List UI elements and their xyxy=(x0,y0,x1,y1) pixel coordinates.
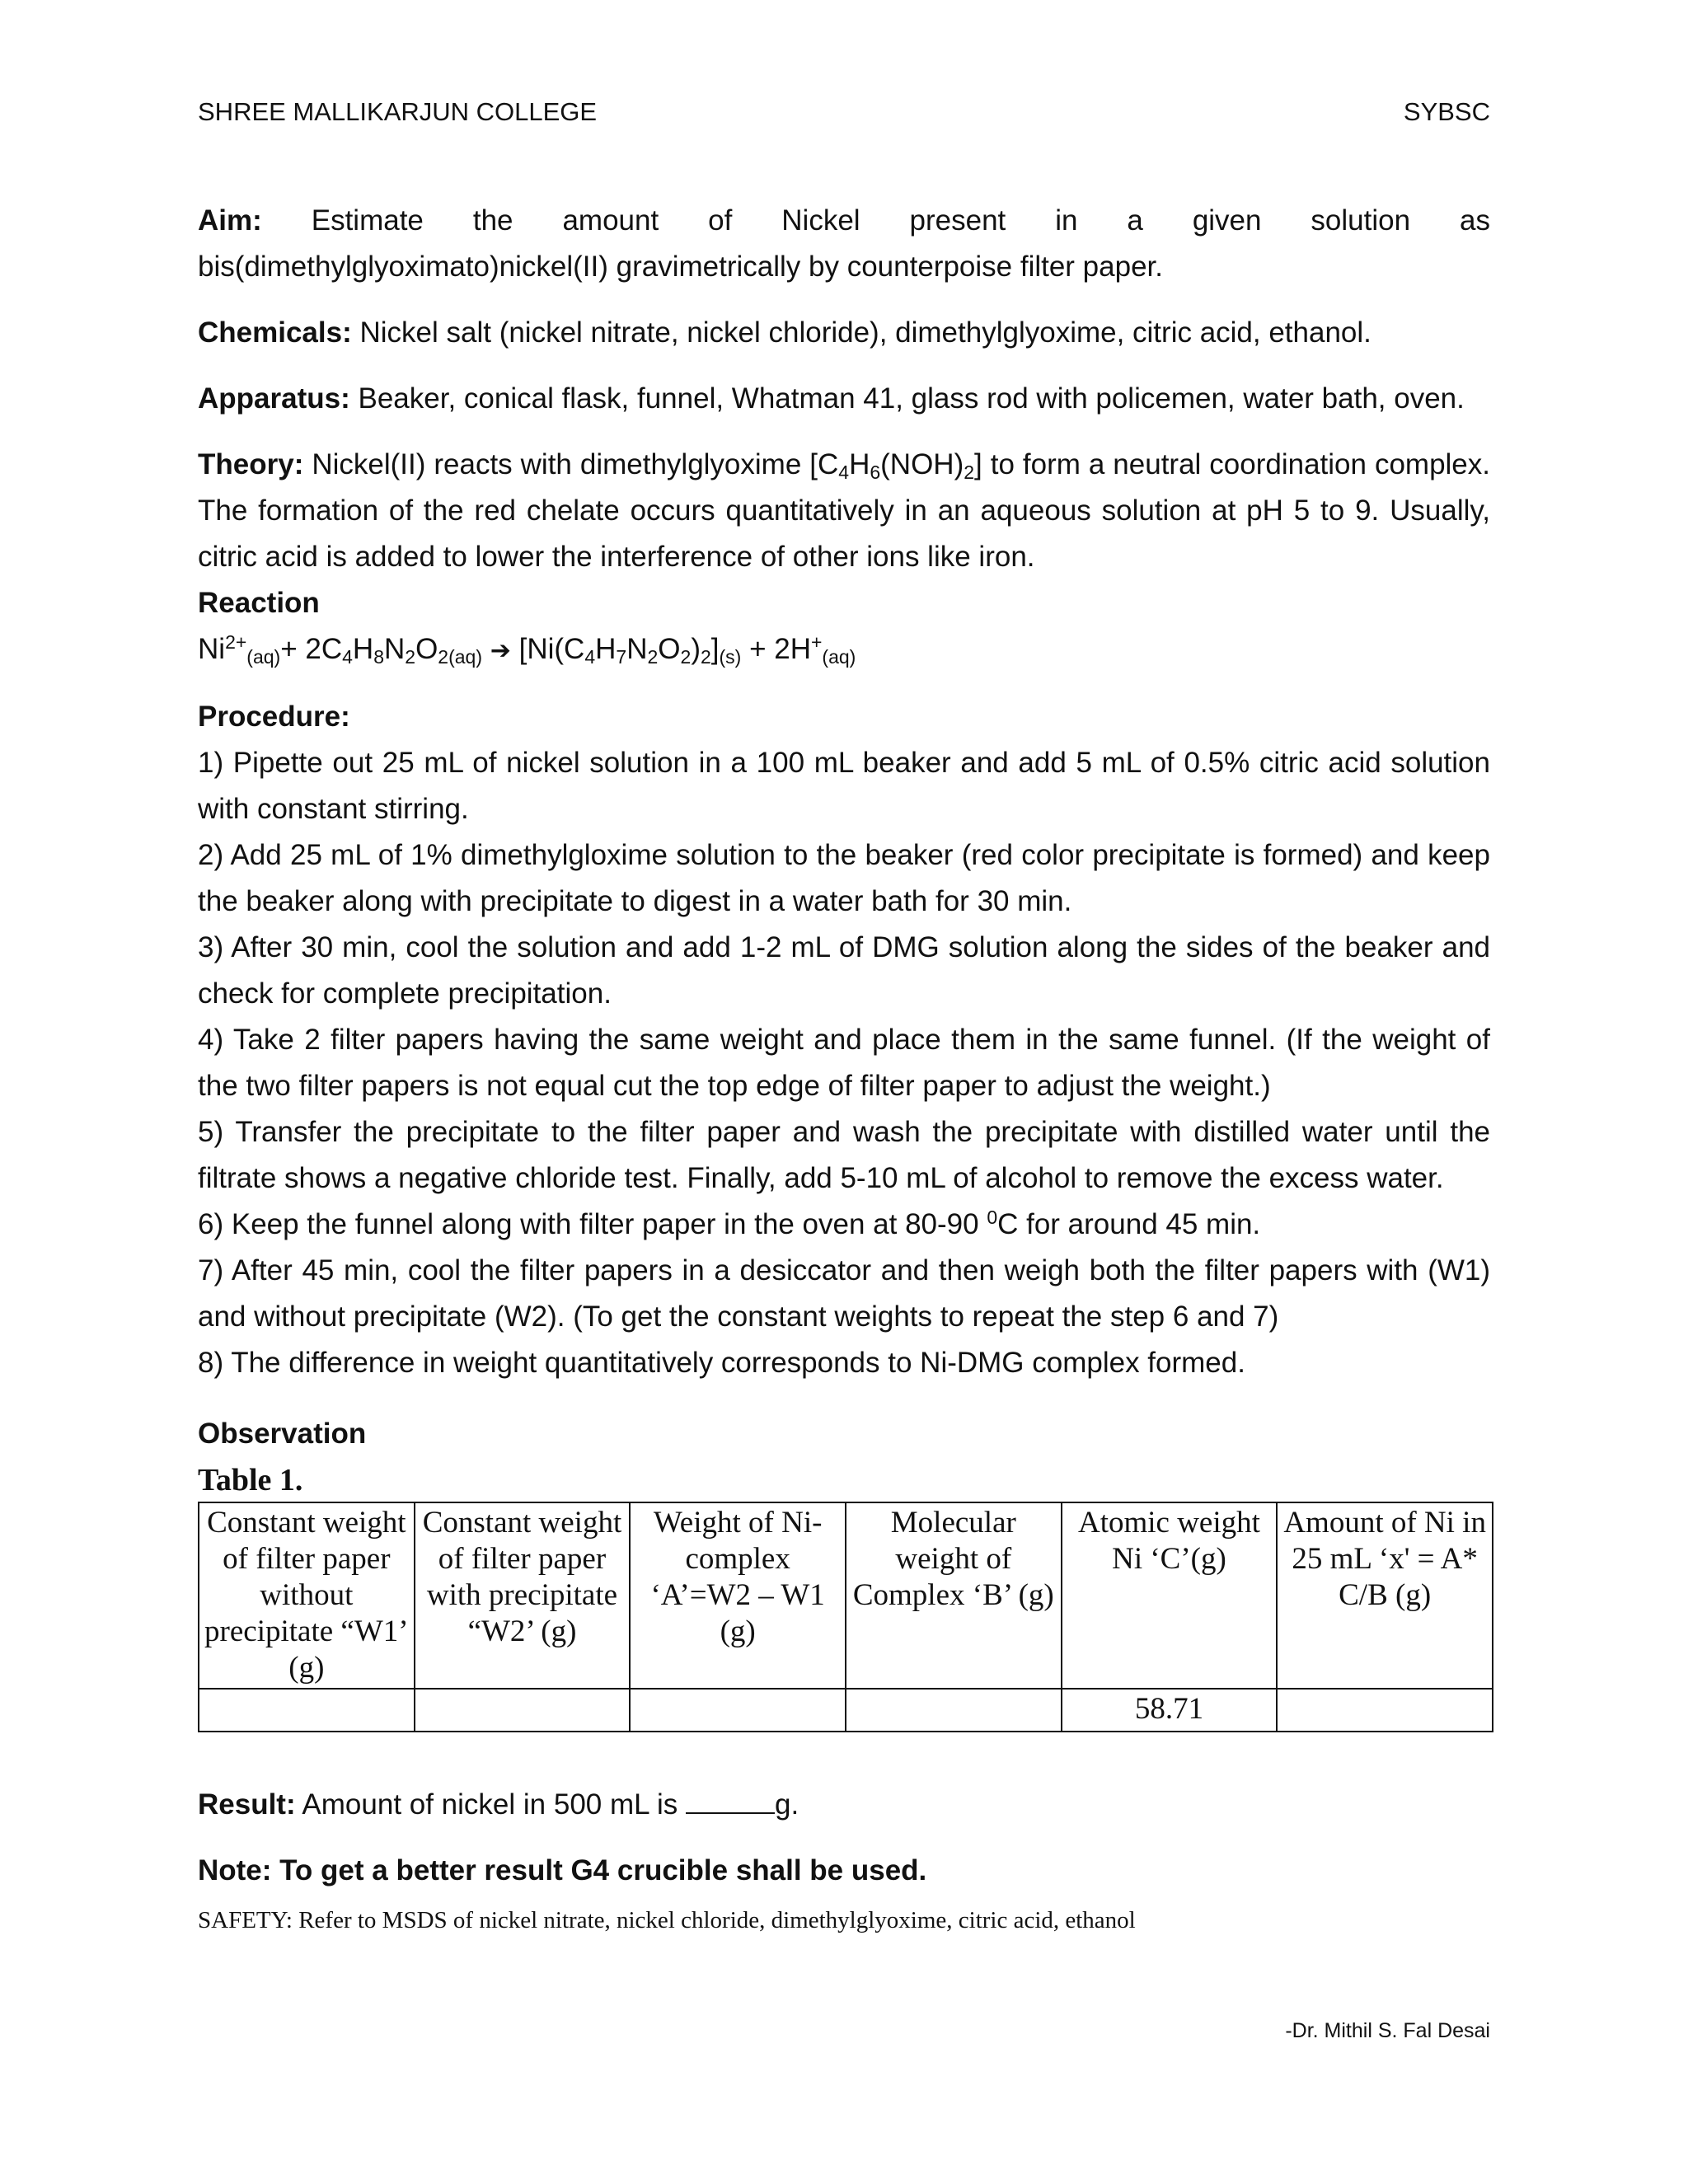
column-header: Molecular weight of Complex ‘B’ (g) xyxy=(846,1502,1062,1689)
result-text: Amount of nickel in 500 mL is xyxy=(302,1788,678,1821)
subscript: 7 xyxy=(616,646,627,668)
table-cell xyxy=(846,1689,1062,1732)
eq-text: H xyxy=(595,633,617,665)
eq-text: H xyxy=(352,633,374,665)
chemicals-section xyxy=(198,310,1490,356)
apparatus-label: Apparatus: xyxy=(198,382,350,415)
subscript: (aq) xyxy=(822,646,856,668)
chemicals-text: Nickel salt (nickel nitrate, nickel chloride), dimethylglyoxime, citric acid, ethanol. xyxy=(359,316,1372,349)
table-title: Table 1. xyxy=(198,1463,303,1497)
eq-text: + 2H xyxy=(749,633,811,665)
result-label: Result: xyxy=(198,1788,296,1821)
chemicals-label: Chemicals: xyxy=(198,316,352,349)
result-text: g. xyxy=(775,1788,799,1821)
eq-text: N xyxy=(383,633,406,665)
column-header: Atomic weight Ni ‘C’(g) xyxy=(1062,1502,1278,1689)
table-row xyxy=(199,1689,1493,1732)
theory-label: Theory: xyxy=(198,448,304,480)
table-cell xyxy=(630,1689,846,1732)
theory-text: Nickel(II) reacts with dimethylglyoxime [C xyxy=(312,448,839,480)
table-cell xyxy=(415,1689,631,1732)
reaction-equation xyxy=(198,626,1490,674)
observation-table xyxy=(198,1502,1493,1732)
reaction-label: Reaction xyxy=(198,587,320,619)
table-cell xyxy=(199,1689,415,1732)
class-name: SYBSC xyxy=(1403,97,1490,126)
column-header: Constant weight of filter paper without precipitate “W1’ (g) xyxy=(199,1502,415,1689)
aim-text-2: bis(dimethylglyoximato)nickel(II) gravimetrically by counterpoise filter paper. xyxy=(198,251,1163,283)
observation-heading: Observation xyxy=(198,1418,367,1450)
procedure-section xyxy=(198,694,1490,1386)
subscript: 2 xyxy=(700,646,711,668)
subscript: 4 xyxy=(584,646,596,668)
safety-note: SAFETY: Refer to MSDS of nickel nitrate, nickel chloride, dimethylglyoxime, citric acid, ethanol xyxy=(198,1907,1136,1933)
superscript: 0 xyxy=(987,1207,998,1228)
aim-line-1 xyxy=(198,198,1490,244)
superscript: + xyxy=(810,631,823,653)
subscript: 8 xyxy=(373,646,384,668)
college-name: SHREE MALLIKARJUN COLLEGE xyxy=(198,97,598,126)
reaction-arrow-icon: ➔ xyxy=(490,636,511,665)
procedure-heading: Procedure: xyxy=(198,701,350,733)
theory-text: ] to form a neutral coordination complex. The formation of the red chelate occurs quantitatively in an aqueous solution at pH 5 to 9. Usually, citric acid is added to lower the interference of other ions like iron. xyxy=(198,448,1490,573)
result-blank xyxy=(686,1788,775,1814)
subscript: 2 xyxy=(680,646,692,668)
subscript: (aq) xyxy=(246,646,281,668)
subscript: 2(aq) xyxy=(438,646,482,668)
page-header xyxy=(198,97,1490,127)
subscript: 6 xyxy=(870,462,881,483)
apparatus-text: Beaker, conical flask, funnel, Whatman 41, glass rod with policemen, water bath, oven. xyxy=(358,382,1465,415)
theory-section xyxy=(198,442,1490,580)
subscript: (s) xyxy=(719,646,742,668)
result-line xyxy=(198,1782,1490,1828)
document-body xyxy=(198,198,1490,1937)
procedure-step-6 xyxy=(198,1202,1490,1248)
aim-text-1: Estimate the amount of Nickel present in a given solution as xyxy=(311,204,1490,237)
procedure-step: 1) Pipette out 25 mL of nickel solution in a 100 mL beaker and add 5 mL of 0.5% citric acid solution with constant stirring. xyxy=(198,747,1490,825)
superscript: 2+ xyxy=(225,631,247,653)
procedure-step: 7) After 45 min, cool the filter papers in a desiccator and then weigh both the filter papers with (W1) and without precipitate (W2). (To get the constant weights to repeat the step 6 and 7) xyxy=(198,1254,1490,1333)
table-cell: 58.71 xyxy=(1062,1689,1278,1732)
column-header: Amount of Ni in 25 mL ‘x' = A* C/B (g) xyxy=(1277,1502,1493,1689)
step-text: 6) Keep the funnel along with filter paper in the oven at 80-90 xyxy=(198,1208,987,1240)
subscript: 4 xyxy=(838,462,850,483)
procedure-step: 5) Transfer the precipitate to the filter paper and wash the precipitate with distilled water until the filtrate shows a negative chloride test. Finally, add 5-10 mL of alcohol to remove the excess water. xyxy=(198,1116,1490,1194)
subscript: 2 xyxy=(405,646,416,668)
eq-text: + 2C xyxy=(280,633,343,665)
table-header-row xyxy=(199,1502,1493,1689)
step-text: C for around 45 min. xyxy=(997,1208,1261,1240)
procedure-label xyxy=(198,694,1490,740)
reaction-heading xyxy=(198,580,1490,626)
table-cell xyxy=(1277,1689,1493,1732)
eq-text: Ni xyxy=(198,633,226,665)
eq-text: [Ni(C xyxy=(518,633,585,665)
subscript: 2 xyxy=(647,646,659,668)
procedure-step: 3) After 30 min, cool the solution and add 1-2 mL of DMG solution along the sides of the beaker and check for complete precipitation. xyxy=(198,931,1490,1010)
apparatus-section xyxy=(198,376,1490,422)
procedure-step: 4) Take 2 filter papers having the same weight and place them in the same funnel. (If the weight of the two filter papers is not equal cut the top edge of filter paper to adjust the weight.) xyxy=(198,1024,1490,1102)
column-header: Constant weight of filter paper with precipitate “W2’ (g) xyxy=(415,1502,631,1689)
procedure-step: 2) Add 25 mL of 1% dimethylgloxime solution to the beaker (red color precipitate is formed) and keep the beaker along with precipitate to digest in a water bath for 30 min. xyxy=(198,839,1490,917)
procedure-step: 8) The difference in weight quantitatively corresponds to Ni-DMG complex formed. xyxy=(198,1347,1245,1379)
eq-text: ] xyxy=(710,633,720,665)
eq-text: O xyxy=(415,633,438,665)
aim-section xyxy=(198,198,1490,290)
note: Note: To get a better result G4 crucible shall be used. xyxy=(198,1854,927,1886)
column-header: Weight of Ni-complex ‘A’=W2 – W1 (g) xyxy=(630,1502,846,1689)
author-signature: -Dr. Mithil S. Fal Desai xyxy=(1285,2019,1490,2042)
subscript: 2 xyxy=(964,462,975,483)
subscript: 4 xyxy=(342,646,353,668)
theory-text: (NOH) xyxy=(880,448,964,480)
eq-text: O xyxy=(658,633,681,665)
aim-label: Aim: xyxy=(198,204,262,237)
theory-text: H xyxy=(849,448,870,480)
eq-text: N xyxy=(626,633,648,665)
eq-text: ) xyxy=(691,633,701,665)
